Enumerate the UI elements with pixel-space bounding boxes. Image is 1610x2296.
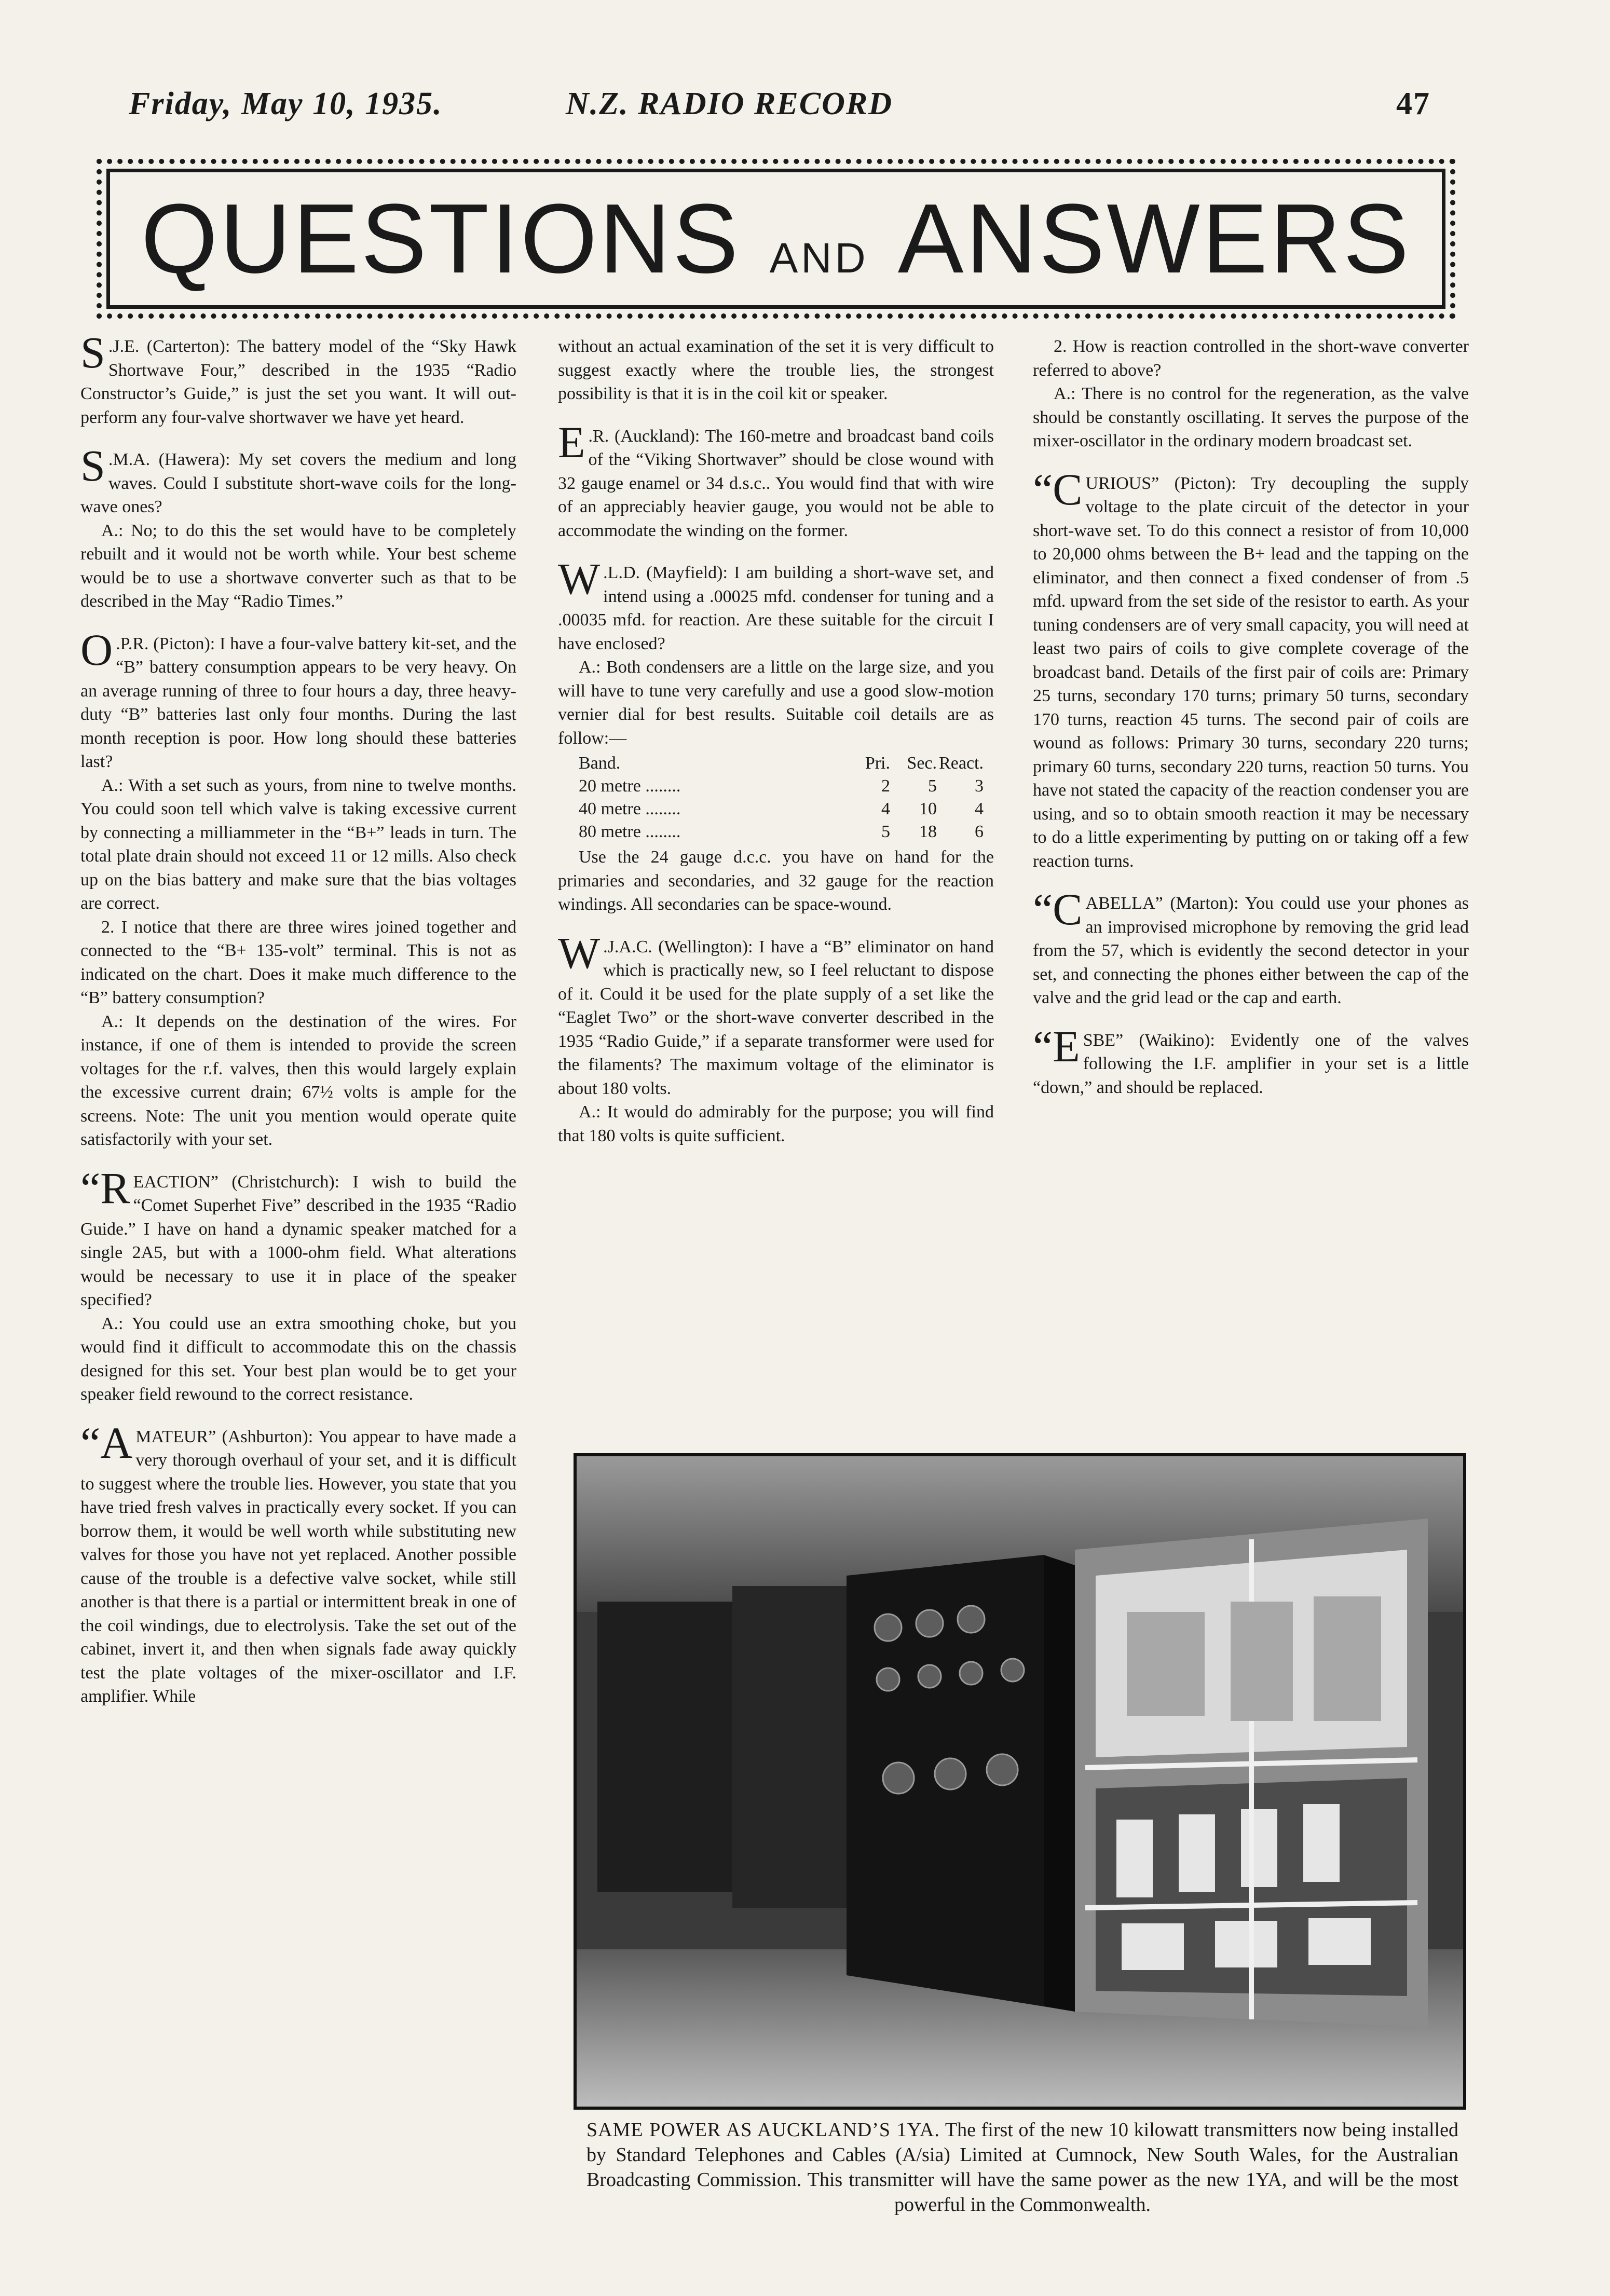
entry-esbe	[1033, 1021, 1469, 1100]
coil-table-header	[579, 752, 984, 775]
open-quote: “	[1033, 884, 1053, 934]
header-band: Band.	[579, 754, 621, 773]
cell-react: 3	[975, 776, 984, 796]
answer-text: Use the 24 gauge d.c.c. you have on hand for the primaries and secondaries, and 32 gauge for the reaction windings. All secondaries can be space-wound.	[558, 848, 994, 914]
cell-pri: 2	[881, 776, 890, 796]
open-quote: “	[80, 1417, 101, 1468]
coil-table	[579, 752, 984, 843]
answer-text: A.: It would do admirably for the purpose; you will find that 180 volts is quite sufficient.	[558, 1102, 994, 1145]
drop-cap: W	[558, 554, 601, 604]
header-react: React.	[939, 754, 984, 773]
entry-wjac-continued	[1033, 335, 1469, 453]
photo-caption	[586, 2117, 1458, 2217]
drop-letter: A	[100, 1417, 133, 1468]
answer-text: A.: It depends on the destination of the wires. For instance, if one of them is intended to provide the screen voltages for the r.f. valves, then this would largely explain the excessive current drain; 67½ volts is ample for the screens. Note: The unit you mention would operate quite satisfactorily with your set.	[80, 1012, 516, 1149]
continued-text: without an actual examination of the set it is very difficult to suggest exactly where the trouble lies, the strongest possibility is that it is in the coil kit or speaker.	[558, 337, 994, 403]
column-3	[1033, 335, 1469, 1118]
cell-sec: 18	[919, 822, 937, 841]
column-1	[80, 327, 516, 1727]
drop-cap: S	[80, 441, 105, 490]
entry-curious	[1033, 464, 1469, 873]
cell-band: 40 metre ........	[579, 799, 681, 818]
entry-er	[558, 417, 994, 543]
open-quote: “	[1033, 1021, 1053, 1071]
answer-text: A.: Both condensers are a little on the large size, and you will have to tune very carefully and use a good slow-motion vernier dial for best results. Suitable coil details are as follow:—	[558, 658, 994, 748]
drop-letter: C	[1053, 884, 1083, 934]
column-2	[558, 335, 994, 1166]
header-date: Friday, May 10, 1935.	[129, 86, 443, 121]
open-quote: “	[80, 1163, 101, 1213]
drop-cap	[80, 1417, 133, 1468]
entry-sje	[80, 327, 516, 429]
entry-sma	[80, 441, 516, 613]
answer-text: A.: There is no control for the regeneration, as the valve should be constantly oscillating. It serves the purpose of the mixer-oscillator in the ordinary modern broadcast set.	[1033, 384, 1469, 450]
drop-cap	[1033, 1021, 1080, 1071]
drop-cap	[1033, 464, 1083, 514]
header-page-number: 47	[1396, 86, 1430, 121]
cell-react: 4	[975, 799, 984, 818]
entry-reaction	[80, 1163, 516, 1406]
drop-cap	[1033, 884, 1083, 934]
entry-wjac	[558, 927, 994, 1148]
entry-cabella	[1033, 884, 1469, 1010]
header-pri: Pri.	[865, 754, 890, 773]
cell-band: 20 metre ........	[579, 776, 681, 796]
cell-sec: 5	[928, 776, 937, 796]
answer-text: A.: You could use an extra smoothing choke, but you would find it difficult to accommodate this on the chassis designed for this set. Your best plan would be to get your speaker field rewound to the correct resistance.	[80, 1314, 516, 1404]
caption-body: The first of the new 10 kilowatt transmitters now being installed by Standard Telephones and Cables (A/sia) Limited at Cumnock, New South Wales, for the Australian Broadcasting Commission. This transmitter will have the same power as the new 1YA, and will be the most powerful in the Commonwealth.	[586, 2119, 1458, 2216]
transmitter-illustration	[577, 1456, 1463, 2107]
answer-text: A.: No; to do this the set would have to be completely rebuilt and it would not be worth while. Your best scheme would be to use a shortwave converter such as that to be described in the May “Radio Times.”	[80, 521, 516, 611]
drop-letter: R	[100, 1163, 130, 1213]
header-sec: Sec.	[907, 754, 937, 773]
question-text: .L.D. (Mayfield): I am building a short-wave set, and intend using a .00025 mfd. condenser for tuning and a .00035 mfd. for reaction. Are these suitable for the circuit I have enclosed?	[558, 563, 994, 653]
answer-text: URIOUS” (Picton): Try decoupling the supply voltage to the plate circuit of the detector in your short-wave set. To do this connect a resistor of from 10,000 to 20,000 ohms between the B+ lead and the tapping on the eliminator, and then connect a fixed condenser of from .5 mfd. upward from the set side of the resistor to earth. As your tuning condensers are of very small capacity, you will need at least two pairs of coils to give complete coverage of the broadcast band. Details of the first pair of coils are: Primary 25 turns, secondary 170 turns; primary 50 turns, secondary 170 turns, reaction 45 turns. The second pair of coils are wound as follows: Primary 30 turns, secondary 220 turns; primary 60 turns, secondary 220 turns, reaction 50 turns. You have not stated the capacity of the reaction condenser you are using, and so to obtain smooth reaction it may be necessary to do a little experimenting by putting on or taking off a few reaction turns.	[1033, 473, 1469, 871]
question-text: .R. (Auckland): The 160-metre and broadcast band coils of the “Viking Shortwaver” should be close wound with 32 gauge enamel or 34 d.s.c.. You would find that with wire of an appreciably heavier gauge, you would not be able to accommodate the winding on the former.	[558, 426, 994, 540]
cell-pri: 4	[881, 799, 890, 818]
cell-react: 6	[975, 822, 984, 841]
entry-wld	[558, 554, 994, 917]
answer-text: A.: With a set such as yours, from nine to twelve months. You could soon tell which valve is taking excessive current by connecting a milliammeter in the “B+” leads in turn. The total plate drain should not exceed 11 or 12 mills. Also check up on the bias battery and make sure that the bias voltages are correct.	[80, 775, 516, 913]
caption-heading: SAME POWER AS AUCKLAND’S 1YA.	[586, 2119, 940, 2141]
table-row	[579, 821, 984, 843]
question-text: EACTION” (Christchurch): I wish to build the “Comet Superhet Five” described in the 1935 “Radio Guide.” I have on hand a dynamic speaker matched for a single 2A5, but with a 1000-ohm field. What alterations would be necessary to use it in place of the speaker specified?	[80, 1172, 516, 1309]
question-text: .P.R. (Picton): I have a four-valve battery kit-set, and the “B” battery consumption appears to be very heavy. On an average running of three to four hours a day, three heavy-duty “B” batteries last only four months. During the last month reception is poor. How long should these batteries last?	[80, 634, 516, 771]
question-text: MATEUR” (Ashburton): You appear to have made a very thorough overhaul of your set, and it is difficult to suggest where the trouble lies. However, you state that you have tried fresh valves in practically every socket. If you can borrow them, it would be well worth while substituting new valves for those you have not yet replaced. Another possible cause of the trouble is a defective valve socket, while still another is that there is a partial or intermittent break in one of the coil windings, due to electrolysis. Take the set out of the cabinet, invert it, and then when signals fade away quickly test the plate voltages of the mixer-oscillator and I.F. amplifier. While	[80, 1427, 516, 1706]
title-and: AND	[769, 235, 869, 282]
entry-opr	[80, 624, 516, 1152]
question-text: 2. I notice that there are three wires joined together and connected to the “B+ 135-volt” terminal. This is not as indicated on the chart. Does it make much difference to the “B” battery consumption?	[80, 917, 516, 1007]
drop-cap	[80, 1163, 130, 1213]
question-text: 2. How is reaction controlled in the short-wave converter referred to above?	[1033, 337, 1469, 380]
drop-cap: O	[80, 624, 113, 675]
answer-text: SBE” (Waikino): Evidently one of the valves following the I.F. amplifier in your set is a little “down,” and should be replaced.	[1033, 1030, 1469, 1097]
entry-continued	[558, 335, 994, 406]
section-title-box	[106, 169, 1445, 309]
drop-letter: C	[1053, 464, 1083, 514]
answer-text: ABELLA” (Marton): You could use your phones as an improvised microphone by removing the grid lead from the 57, which is evidently the second detector in your set, and connecting the phones either between the cap of the valve and the grid lead or the cap and earth.	[1033, 894, 1469, 1007]
table-row	[579, 775, 984, 798]
title-answers: ANSWERS	[897, 184, 1411, 294]
entry-amateur	[80, 1417, 516, 1709]
cell-pri: 5	[881, 822, 890, 841]
section-title	[141, 184, 1411, 294]
table-row	[579, 798, 984, 821]
drop-letter: E	[1053, 1021, 1080, 1071]
open-quote: “	[1033, 464, 1053, 514]
question-text: .M.A. (Hawera): My set covers the medium and long waves. Could I substitute short-wave coils for the long-wave ones?	[80, 450, 516, 516]
cell-band: 80 metre ........	[579, 822, 681, 841]
drop-cap: S	[80, 327, 105, 377]
question-text: .J.E. (Carterton): The battery model of the “Sky Hawk Shortwave Four,” described in the 1935 “Radio Constructor’s Guide,” is just the set you want. It will out-perform any four-valve shortwaver we have yet heard.	[80, 337, 516, 427]
drop-cap: W	[558, 927, 601, 978]
header-paper-title: N.Z. RADIO RECORD	[566, 86, 893, 121]
transmitter-photograph	[574, 1453, 1466, 2110]
question-text: .J.A.C. (Wellington): I have a “B” eliminator on hand which is practically new, so I feel reluctant to dispose of it. Could it be used for the plate supply of a set like the “Eaglet Two” or the short-wave converter described in the 1935 “Radio Guide,” if a separate transformer were used for the filaments? The maximum voltage of the eliminator is about 180 volts.	[558, 937, 994, 1098]
drop-cap: E	[558, 417, 585, 467]
cell-sec: 10	[919, 799, 937, 818]
title-questions: QUESTIONS	[141, 184, 741, 294]
